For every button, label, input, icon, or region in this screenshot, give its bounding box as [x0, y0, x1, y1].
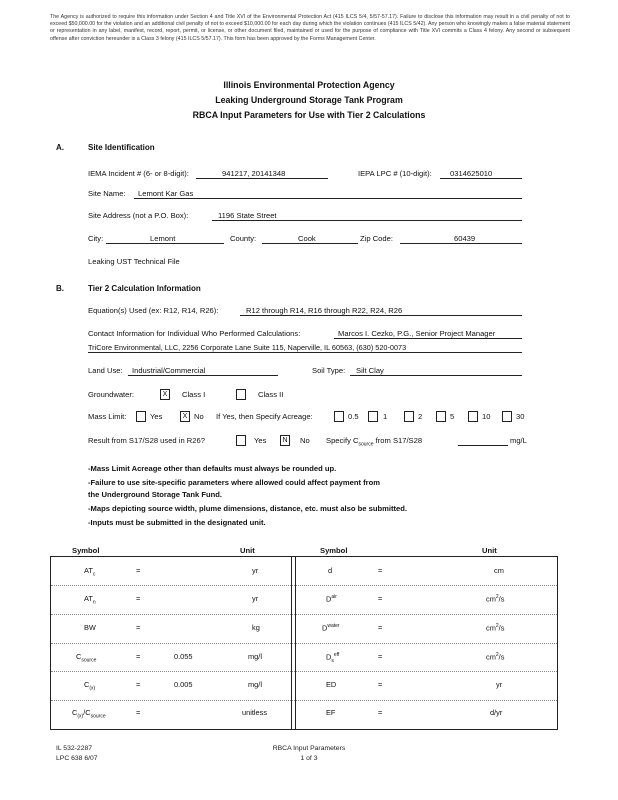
symbol-text: C	[72, 708, 78, 717]
symbol-dseff	[326, 652, 339, 664]
footer-form-id: IL 532-2287	[56, 745, 93, 752]
acreage-label: If Yes, then Specify Acreage:	[216, 412, 313, 421]
row-separator	[51, 643, 557, 644]
symbol-tail: /C	[83, 708, 91, 717]
site-name-label: Site Name:	[88, 189, 126, 198]
footer-form-code: LPC 638 6/07	[56, 755, 98, 762]
unit-dair	[486, 594, 504, 603]
equations-label: Equation(s) Used (ex: R12, R14, R26):	[88, 306, 219, 315]
unit-csource: mg/l	[248, 652, 262, 661]
soil-type-field[interactable]: Silt Clay	[356, 366, 384, 375]
class-i-checkbox[interactable]: X	[160, 389, 170, 400]
unit-ed: yr	[496, 680, 503, 689]
acreage-checkbox-2[interactable]	[404, 411, 414, 422]
unit-tail: /s	[498, 652, 505, 662]
address-underline	[212, 220, 522, 221]
county-label: County:	[230, 234, 257, 243]
equations-field[interactable]: R12 through R14, R16 through R22, R24, R26	[246, 306, 403, 315]
class-ii-label: Class II	[258, 390, 284, 399]
col-header-symbol-right: Symbol	[320, 546, 348, 555]
acreage-option-2: 2	[418, 412, 423, 421]
symbol-cx-csource	[72, 708, 106, 719]
soil-type-underline	[350, 375, 522, 376]
row-separator	[51, 614, 557, 615]
land-use-label: Land Use:	[88, 366, 123, 375]
unit-ef: d/yr	[490, 708, 503, 717]
acreage-option-30: 30	[516, 412, 525, 421]
col-header-unit-right: Unit	[482, 546, 497, 555]
eq-sign: =	[136, 708, 141, 717]
acreage-checkbox-30[interactable]	[502, 411, 512, 422]
specify-label	[326, 436, 422, 448]
unit-dwater	[486, 623, 504, 632]
address-field[interactable]: 1196 State Street	[218, 211, 277, 220]
form-title: RBCA Input Parameters for Use with Tier 2 Calculations	[192, 110, 426, 120]
row-separator	[51, 700, 557, 701]
symbol-bw: BW	[84, 623, 96, 632]
contact-line2-underline	[88, 352, 522, 353]
note-2: -Failure to use site-specific parameters where allowed could affect payment from	[88, 478, 381, 487]
symbol-ef: EF	[326, 708, 336, 717]
technical-file-label: Leaking UST Technical File	[88, 257, 180, 266]
eq-sign: =	[136, 680, 141, 689]
symbol-sup: air	[331, 594, 337, 600]
incident-underline	[196, 178, 328, 179]
value-cx[interactable]: 0.005	[174, 680, 193, 689]
specify-sub: source	[358, 441, 374, 448]
mass-limit-yes-checkbox[interactable]	[136, 411, 146, 422]
specify-underline[interactable]	[458, 445, 508, 446]
specify-tail: from S17/S28	[375, 436, 423, 445]
note-3: the Underground Storage Tank Fund.	[88, 490, 223, 499]
acreage-option-0-5: 0.5	[348, 412, 359, 421]
col-header-symbol-left: Symbol	[72, 546, 100, 555]
lpc-label: IEPA LPC # (10-digit):	[358, 169, 432, 178]
mass-limit-no-label: No	[194, 412, 204, 421]
section-a-letter: A.	[56, 143, 64, 152]
value-csource[interactable]: 0.055	[174, 652, 193, 661]
s17-no-checkbox[interactable]: N	[280, 435, 290, 446]
city-field[interactable]: Lemont	[150, 234, 176, 243]
symbol-text: C	[76, 652, 82, 661]
incident-field[interactable]: 941217, 20141348	[222, 169, 286, 178]
note-5: -Inputs must be submitted in the designated unit.	[88, 518, 266, 527]
eq-sign: =	[378, 652, 383, 661]
unit-cx: mg/l	[248, 680, 262, 689]
program-title: Leaking Underground Storage Tank Program	[215, 95, 403, 105]
mass-limit-no-checkbox[interactable]: X	[180, 411, 190, 422]
parameter-table	[50, 556, 558, 730]
acreage-checkbox-0-5[interactable]	[334, 411, 344, 422]
eq-sign: =	[136, 652, 141, 661]
symbol-text: D	[326, 594, 332, 604]
section-b-heading: Tier 2 Calculation Information	[88, 284, 201, 293]
s17-label: Result from S17/S28 used in R26?	[88, 436, 205, 445]
lpc-field[interactable]: 0314625010	[450, 169, 493, 178]
acreage-option-10: 10	[482, 412, 491, 421]
agency-title: Illinois Environmental Protection Agency	[223, 80, 395, 90]
symbol-text: D	[322, 623, 328, 633]
class-i-label: Class I	[182, 390, 206, 399]
col-header-unit-left: Unit	[240, 546, 255, 555]
unit-tail: /s	[498, 594, 505, 604]
soil-type-label: Soil Type:	[312, 366, 346, 375]
contact-field[interactable]: Marcos I. Cezko, P.G., Senior Project Manager	[338, 329, 496, 338]
symbol-sub: s	[331, 657, 334, 664]
symbol-sub: (x)	[77, 713, 84, 720]
symbol-atc	[84, 566, 95, 577]
unit-text: cm	[486, 623, 496, 633]
zip-underline	[400, 243, 522, 244]
eq-sign: =	[378, 623, 383, 632]
symbol-csource	[76, 652, 96, 663]
contact-line2[interactable]: TriCore Environmental, LLC, 2256 Corporate Lane Suite 115, Naperville, IL 60563, (630) 520-0073	[88, 343, 407, 352]
symbol-text: D	[326, 652, 332, 662]
land-use-field[interactable]: Industrial/Commercial	[132, 366, 206, 375]
symbol-sup: water	[327, 623, 340, 629]
mass-limit-label: Mass Limit:	[88, 412, 127, 421]
unit-tail: /s	[498, 623, 505, 633]
symbol-sub: source	[81, 657, 97, 664]
incident-label: IEMA Incident # (6- or 8-digit):	[88, 169, 189, 178]
symbol-cx	[84, 680, 95, 691]
acreage-checkbox-10[interactable]	[468, 411, 478, 422]
site-name-field[interactable]: Lemont Kar Gas	[138, 189, 194, 198]
symbol-dwater	[322, 623, 340, 632]
unit-atc: yr	[252, 566, 259, 575]
acreage-checkbox-5[interactable]	[436, 411, 446, 422]
section-b-letter: B.	[56, 284, 64, 293]
symbol-sub: n	[92, 599, 96, 606]
eq-sign: =	[136, 566, 141, 575]
symbol-atn	[84, 594, 96, 605]
mass-limit-yes-label: Yes	[150, 412, 163, 421]
county-field[interactable]: Cook	[298, 234, 316, 243]
eq-sign: =	[378, 680, 383, 689]
symbol-sub: c	[92, 571, 96, 578]
city-label: City:	[88, 234, 104, 243]
symbol-sub: (x)	[89, 685, 96, 692]
section-a-heading: Site Identification	[88, 143, 155, 152]
unit-d: cm	[494, 566, 504, 575]
unit-text: cm	[486, 594, 496, 604]
eq-sign: =	[378, 594, 383, 603]
eq-sign: =	[378, 566, 383, 575]
s17-no-label: No	[300, 436, 310, 445]
specify-text: Specify C	[326, 436, 359, 445]
acreage-checkbox-1[interactable]	[368, 411, 378, 422]
land-use-underline	[128, 375, 278, 376]
unit-bw: kg	[252, 623, 260, 632]
symbol-tail-sub: source	[90, 713, 106, 720]
symbol-dair	[326, 594, 337, 603]
unit-cx-csource: unitless	[242, 708, 268, 717]
zip-label: Zip Code:	[360, 234, 393, 243]
row-separator	[51, 585, 557, 586]
eq-sign: =	[136, 594, 141, 603]
site-name-underline	[134, 198, 522, 199]
city-underline	[106, 243, 224, 244]
unit-sup: 2	[495, 623, 499, 629]
symbol-text: AT	[84, 594, 93, 603]
disclaimer-text: The Agency is authorized to require this information under Section 4 and Title XVI of the Environmental Protection Act (415 ILCS 5/4, 5/57-57.17). Failure to disclose this information may result in a civil penalty of not to exceed $50,000.00 for the violation and an additional civil penalty of not to exceed $10,000.00 for each day during which the violation continues (415 ILCS 5/42). Any person who knowingly makes a false material statement or representation in any label, manifest, record, report, permit, or license, or other document filed, maintained or used for the purpose of compliance with Title XVI commits a Class 4 felony. Any second or subsequent offense after conviction hereunder is a Class 3 felony (415 ILCS 5/57.17). This form has been approved by the Forms Management Center.	[50, 14, 570, 42]
class-ii-checkbox[interactable]	[236, 389, 246, 400]
symbol-sup: eff	[333, 652, 340, 658]
specify-unit: mg/L	[510, 436, 527, 445]
county-underline	[262, 243, 358, 244]
symbol-d: d	[328, 566, 333, 575]
symbol-text: AT	[84, 566, 93, 575]
eq-sign: =	[136, 623, 141, 632]
footer-page: 1 of 3	[300, 755, 318, 762]
contact-underline	[334, 338, 522, 339]
symbol-ed: ED	[326, 680, 337, 689]
zip-field[interactable]: 60439	[454, 234, 476, 243]
groundwater-label: Groundwater:	[88, 390, 135, 399]
note-1: -Mass Limit Acreage other than defaults must always be rounded up.	[88, 464, 337, 473]
address-label: Site Address (not a P.O. Box):	[88, 211, 189, 220]
unit-sup: 2	[495, 652, 499, 658]
lpc-underline	[440, 178, 522, 179]
acreage-option-1: 1	[383, 412, 388, 421]
s17-yes-label: Yes	[254, 436, 267, 445]
unit-text: cm	[486, 652, 496, 662]
s17-yes-checkbox[interactable]	[236, 435, 246, 446]
unit-dseff	[486, 652, 504, 661]
unit-sup: 2	[495, 594, 499, 600]
row-separator	[51, 671, 557, 672]
footer-doc-name: RBCA Input Parameters	[272, 745, 346, 752]
unit-atn: yr	[252, 594, 259, 603]
note-4: -Maps depicting source width, plume dimensions, distance, etc. must also be submitted.	[88, 504, 407, 513]
equations-underline	[240, 315, 522, 316]
eq-sign: =	[378, 708, 383, 717]
acreage-option-5: 5	[450, 412, 455, 421]
contact-label: Contact Information for Individual Who Performed Calculations:	[88, 329, 301, 338]
symbol-text: C	[84, 680, 90, 689]
